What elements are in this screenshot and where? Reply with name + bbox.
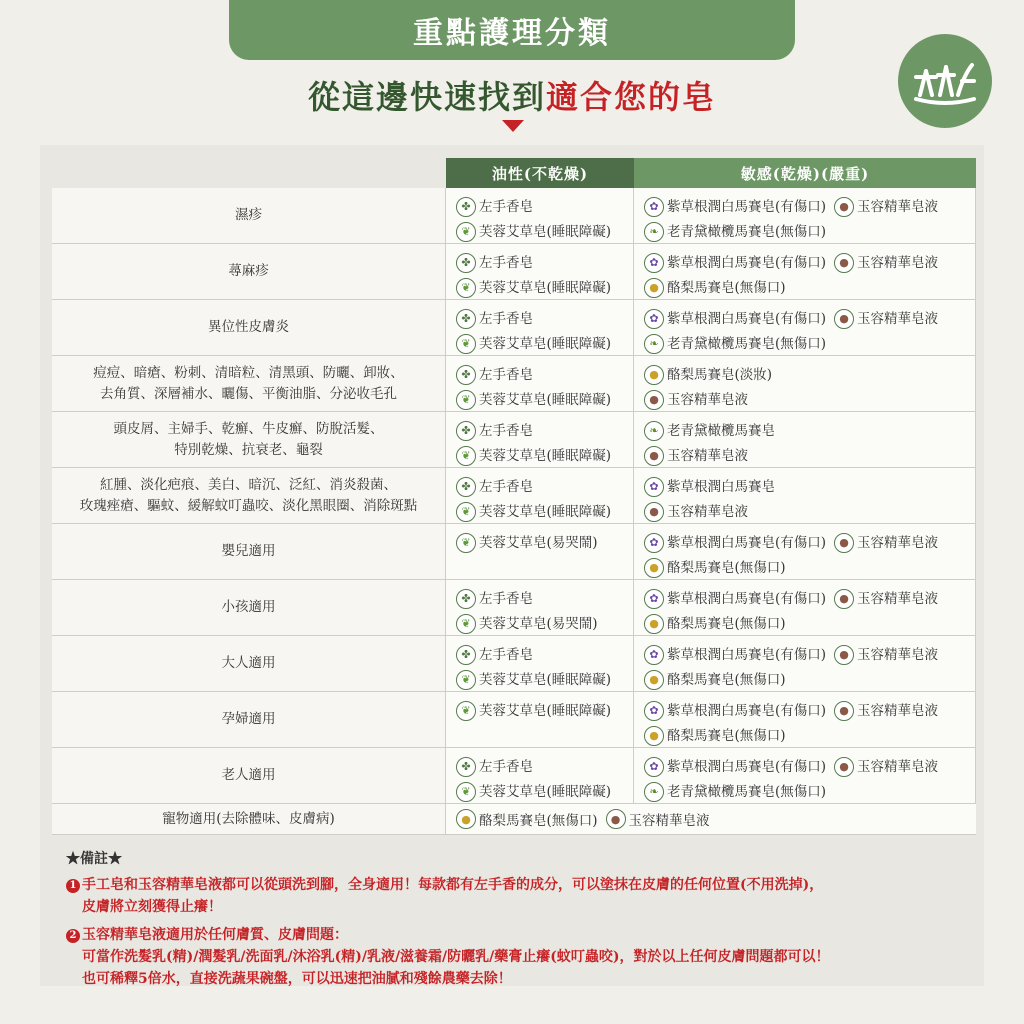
soap-name: 左手香皂: [479, 198, 533, 215]
avocado-icon: ●: [644, 558, 664, 578]
soap-item: [644, 251, 826, 275]
page-title: 重點護理分類: [229, 0, 795, 60]
mugwort-leaf-icon: ❦: [456, 701, 476, 721]
sensitive-cell: [634, 412, 976, 468]
cell-line: [644, 219, 975, 244]
cell-line: [456, 418, 633, 443]
soap-item: [644, 307, 826, 331]
brown-seed-icon: ●: [834, 645, 854, 665]
soap-item: [456, 195, 533, 219]
soap-name: 紫草根潤白馬賽皂(有傷口): [667, 758, 827, 775]
soap-item: [456, 220, 611, 244]
cell-line: [644, 362, 975, 387]
soap-name: 酪梨馬賽皂(無傷口): [667, 559, 786, 576]
cell-line: [456, 443, 633, 468]
soap-item: [644, 556, 786, 580]
soap-item: [456, 612, 598, 636]
soap-name: 老青黛橄欖馬賽皂(無傷口): [667, 783, 827, 800]
row-label-line-1: 小孩適用: [221, 599, 276, 615]
cell-line: [644, 723, 975, 748]
soap-name: 芙蓉艾草皂(睡眠障礙): [479, 223, 612, 240]
soap-name: 芙蓉艾草皂(睡眠障礙): [479, 279, 612, 296]
note-2-line-3: 也可稀釋5倍水，直接洗蔬果碗盤，可以迅速把油膩和殘餘農藥去除！: [82, 971, 512, 987]
soap-name: 左手香皂: [479, 478, 533, 495]
purple-flower-icon: ✿: [644, 477, 664, 497]
olive-branch-icon: ❧: [644, 782, 664, 802]
column-header-oily: 油性(不乾燥): [446, 158, 634, 188]
brown-seed-icon: ●: [834, 309, 854, 329]
cell-line: [456, 331, 633, 356]
leaf-sprout-logo-icon: [898, 34, 992, 128]
cell-line: [456, 219, 633, 244]
soap-item: [456, 500, 611, 524]
row-label: [52, 412, 446, 468]
soap-name: 芙蓉艾草皂(睡眠障礙): [479, 391, 612, 408]
soap-item: [644, 724, 786, 748]
oily-cell: [446, 636, 634, 692]
column-header-sensitive: 敏感(乾燥)(嚴重): [634, 158, 976, 188]
cell-line: [456, 474, 633, 499]
avocado-icon: ●: [644, 726, 664, 746]
soap-name: 老青黛橄欖馬賽皂(無傷口): [667, 223, 827, 240]
soap-item: [456, 388, 611, 412]
mint-leaf-icon: ✤: [456, 589, 476, 609]
soap-name: 芙蓉艾草皂(睡眠障礙): [479, 702, 612, 719]
oily-cell: [446, 356, 634, 412]
brown-seed-icon: ●: [644, 502, 664, 522]
soap-item: [644, 363, 772, 387]
purple-flower-icon: ✿: [644, 533, 664, 553]
row-label: [52, 188, 446, 244]
sensitive-cell: [634, 580, 976, 636]
soap-name: 芙蓉艾草皂(睡眠障礙): [479, 783, 612, 800]
olive-branch-icon: ❧: [644, 222, 664, 242]
soap-item: [834, 755, 938, 779]
mugwort-leaf-icon: ❦: [456, 533, 476, 553]
row-label: [52, 244, 446, 300]
olive-branch-icon: ❧: [644, 334, 664, 354]
row-label: [52, 524, 446, 580]
mint-leaf-icon: ✤: [456, 309, 476, 329]
soap-name: 酪梨馬賽皂(無傷口): [667, 727, 786, 744]
purple-flower-icon: ✿: [644, 197, 664, 217]
brown-seed-icon: ●: [834, 197, 854, 217]
soap-item: [644, 419, 775, 443]
soap-name: 老青黛橄欖馬賽皂: [667, 422, 775, 439]
cell-line: [456, 698, 633, 723]
soap-name: 玉容精華皂液: [628, 813, 710, 829]
cell-line: [456, 586, 633, 611]
cell-line: [456, 499, 633, 524]
row-label-line-2: 去角質、深層補水、曬傷、平衡油脂、分泌收毛孔: [100, 385, 397, 402]
soap-item: [456, 363, 533, 387]
avocado-icon: ●: [644, 365, 664, 385]
row-label: [52, 748, 446, 804]
soap-name: 紫草根潤白馬賽皂(有傷口): [667, 702, 827, 719]
soap-item: [834, 307, 938, 331]
mugwort-leaf-icon: ❦: [456, 614, 476, 634]
brown-seed-icon: ●: [644, 446, 664, 466]
soap-item: [456, 307, 533, 331]
mugwort-leaf-icon: ❦: [456, 334, 476, 354]
cell-line: [456, 194, 633, 219]
soap-item: [644, 643, 826, 667]
note-2-number: 2: [66, 929, 80, 943]
sensitive-cell: [634, 244, 976, 300]
soap-name: 酪梨馬賽皂(無傷口): [667, 279, 786, 296]
avocado-icon: ●: [644, 614, 664, 634]
soap-item: [456, 755, 533, 779]
soap-name: 紫草根潤白馬賽皂(有傷口): [667, 590, 827, 607]
oily-cell: [446, 524, 634, 580]
soap-item: [456, 668, 611, 692]
soap-item: [644, 475, 775, 499]
soap-name: 酪梨馬賽皂(淡妝): [667, 366, 773, 383]
row-label-line-2: 玫瑰痤瘡、驅蚊、緩解蚊叮蟲咬、淡化黑眼圈、消除斑點: [79, 497, 418, 514]
cell-line: [456, 754, 633, 779]
row-label-line-1: 濕疹: [235, 207, 262, 223]
cell-line: [644, 611, 975, 636]
cell-line: [456, 362, 633, 387]
soap-name: 芙蓉艾草皂(易哭鬧): [479, 534, 598, 551]
soap-item: [456, 531, 598, 555]
avocado-icon: ●: [644, 278, 664, 298]
note-2-line-2: 可當作洗髮乳(精)/潤髮乳/洗面乳/沐浴乳(精)/乳液/滋養霜/防曬乳/藥膏止癢(蚊叮蟲咬)，對於以上任何皮膚問題都可以！: [82, 949, 830, 965]
subtitle-accent: 適合您的皂: [546, 78, 717, 116]
cell-line: [644, 306, 975, 331]
sensitive-cell: [634, 524, 976, 580]
row-label-line-1: 嬰兒適用: [221, 543, 276, 559]
soap-name: 左手香皂: [479, 590, 533, 607]
sensitive-cell: [634, 636, 976, 692]
row-label-line-1: 大人適用: [221, 655, 276, 671]
soap-item: [644, 587, 826, 611]
oily-cell: [446, 580, 634, 636]
purple-flower-icon: ✿: [644, 309, 664, 329]
cell-line: [644, 555, 975, 580]
notes-section: [66, 848, 966, 996]
soap-item: [456, 251, 533, 275]
recommendation-table: [52, 158, 976, 835]
note-1: [66, 874, 966, 918]
row-label: [52, 468, 446, 524]
mint-leaf-icon: ✤: [456, 253, 476, 273]
soap-item: [456, 475, 533, 499]
note-1-number: 1: [66, 879, 80, 893]
soap-item: [644, 388, 748, 412]
cell-line: [644, 194, 975, 219]
soap-name: 酪梨馬賽皂(無傷口): [479, 813, 598, 829]
soap-name: 紫草根潤白馬賽皂(有傷口): [667, 310, 827, 327]
cell-line: [644, 698, 975, 723]
soap-item: [456, 332, 611, 356]
mugwort-leaf-icon: ❦: [456, 670, 476, 690]
notes-title: ★備註★: [66, 851, 122, 867]
brown-seed-icon: ●: [834, 533, 854, 553]
soap-item: [456, 444, 611, 468]
mugwort-leaf-icon: ❦: [456, 278, 476, 298]
soap-item: [456, 643, 533, 667]
row-label: [52, 636, 446, 692]
soap-item: [456, 276, 611, 300]
mugwort-leaf-icon: ❦: [456, 390, 476, 410]
soap-item: [644, 195, 826, 219]
mint-leaf-icon: ✤: [456, 421, 476, 441]
soap-item: [834, 531, 938, 555]
soap-item: [606, 809, 710, 829]
soap-name: 芙蓉艾草皂(睡眠障礙): [479, 335, 612, 352]
cell-line: [456, 611, 633, 636]
mint-leaf-icon: ✤: [456, 365, 476, 385]
avocado-icon: ●: [456, 809, 476, 829]
brown-seed-icon: ●: [606, 809, 626, 829]
purple-flower-icon: ✿: [644, 645, 664, 665]
cell-line: [644, 443, 975, 468]
row-label-line-1: 老人適用: [221, 767, 276, 783]
soap-name: 玉容精華皂液: [857, 534, 939, 551]
cell-line: [456, 779, 633, 804]
soap-item: [456, 587, 533, 611]
avocado-icon: ●: [644, 670, 664, 690]
row-label: [52, 580, 446, 636]
soap-name: 玉容精華皂液: [857, 758, 939, 775]
soap-name: 左手香皂: [479, 758, 533, 775]
soap-name: 左手香皂: [479, 254, 533, 271]
brown-seed-icon: ●: [834, 701, 854, 721]
oily-cell: [446, 468, 634, 524]
soap-name: 左手香皂: [479, 646, 533, 663]
brown-seed-icon: ●: [834, 253, 854, 273]
purple-flower-icon: ✿: [644, 589, 664, 609]
oily-cell: [446, 412, 634, 468]
soap-item: [644, 500, 748, 524]
down-arrow-icon: [502, 120, 524, 132]
soap-item: [834, 251, 938, 275]
row-label: [52, 692, 446, 748]
oily-cell: [446, 244, 634, 300]
cell-line: [644, 642, 975, 667]
row-label-pet: 寵物適用(去除體味、皮膚病): [52, 804, 446, 835]
brown-seed-icon: ●: [644, 390, 664, 410]
cell-line: [644, 387, 975, 412]
soap-item: [644, 220, 826, 244]
oily-cell: [446, 300, 634, 356]
soap-name: 酪梨馬賽皂(無傷口): [667, 671, 786, 688]
soap-item: [834, 195, 938, 219]
soap-item: [644, 780, 826, 804]
purple-flower-icon: ✿: [644, 253, 664, 273]
soap-item: [644, 531, 826, 555]
olive-branch-icon: ❧: [644, 421, 664, 441]
oily-cell: [446, 692, 634, 748]
mint-leaf-icon: ✤: [456, 645, 476, 665]
sensitive-cell: [634, 356, 976, 412]
purple-flower-icon: ✿: [644, 701, 664, 721]
cell-line: [644, 275, 975, 300]
row-label-line-1: 異位性皮膚炎: [208, 319, 289, 335]
soap-name: 玉容精華皂液: [857, 254, 939, 271]
sensitive-cell: [634, 300, 976, 356]
row-label-line-1: 紅腫、淡化疤痕、美白、暗沉、泛紅、消炎殺菌、: [100, 476, 397, 493]
note-1-line-1: 手工皂和玉容精華皂液都可以從頭洗到腳，全身適用！每款都有左手香的成分，可以塗抹在皮膚的任何位置(不用洗掉)，: [82, 877, 824, 893]
soap-name: 玉容精華皂液: [667, 447, 748, 464]
soap-item: [834, 643, 938, 667]
soap-item: [644, 276, 786, 300]
subtitle-plain: 從這邊快速找到: [307, 78, 546, 116]
soap-name: 玉容精華皂液: [857, 198, 939, 215]
brown-seed-icon: ●: [834, 757, 854, 777]
mint-leaf-icon: ✤: [456, 477, 476, 497]
mugwort-leaf-icon: ❦: [456, 446, 476, 466]
sensitive-cell: [634, 692, 976, 748]
header-blank: [52, 158, 446, 188]
mugwort-leaf-icon: ❦: [456, 502, 476, 522]
soap-name: 紫草根潤白馬賽皂(有傷口): [667, 534, 827, 551]
mugwort-leaf-icon: ❦: [456, 222, 476, 242]
soap-name: 紫草根潤白馬賽皂(有傷口): [667, 646, 827, 663]
mugwort-leaf-icon: ❦: [456, 782, 476, 802]
soap-item: [834, 699, 938, 723]
row-label: [52, 300, 446, 356]
soap-name: 玉容精華皂液: [667, 503, 748, 520]
mint-leaf-icon: ✤: [456, 757, 476, 777]
pet-cell: [446, 804, 976, 835]
row-label-line-1: 頭皮屑、主婦手、乾癬、牛皮癬、防脫活髮、: [113, 420, 384, 437]
row-label-line-1: 孕婦適用: [221, 711, 276, 727]
cell-line: [644, 250, 975, 275]
soap-name: 老青黛橄欖馬賽皂(無傷口): [667, 335, 827, 352]
row-label-line-1: 蕁麻疹: [228, 263, 269, 279]
soap-item: [644, 444, 748, 468]
soap-name: 芙蓉艾草皂(睡眠障礙): [479, 503, 612, 520]
cell-line: [456, 306, 633, 331]
soap-item: [456, 809, 598, 829]
cell-line: [456, 642, 633, 667]
cell-line: [644, 779, 975, 804]
cell-line: [644, 474, 975, 499]
cell-line: [644, 754, 975, 779]
cell-line: [644, 418, 975, 443]
row-label: [52, 356, 446, 412]
soap-name: 紫草根潤白馬賽皂: [667, 478, 775, 495]
soap-name: 玉容精華皂液: [857, 590, 939, 607]
soap-item: [644, 612, 786, 636]
cell-line: [456, 250, 633, 275]
cell-line: [456, 530, 633, 555]
sensitive-cell: [634, 468, 976, 524]
mint-leaf-icon: ✤: [456, 197, 476, 217]
soap-name: 芙蓉艾草皂(睡眠障礙): [479, 671, 612, 688]
soap-name: 玉容精華皂液: [857, 310, 939, 327]
cell-line: [644, 586, 975, 611]
cell-line: [644, 499, 975, 524]
cell-line: [644, 530, 975, 555]
soap-name: 玉容精華皂液: [857, 646, 939, 663]
soap-name: 芙蓉艾草皂(易哭鬧): [479, 615, 598, 632]
soap-name: 芙蓉艾草皂(睡眠障礙): [479, 447, 612, 464]
brown-seed-icon: ●: [834, 589, 854, 609]
row-label-line-1: 痘痘、暗瘡、粉刺、清暗粒、清黑頭、防曬、卸妝、: [93, 364, 404, 381]
soap-name: 紫草根潤白馬賽皂(有傷口): [667, 198, 827, 215]
soap-item: [456, 780, 611, 804]
oily-cell: [446, 748, 634, 804]
soap-item: [456, 699, 611, 723]
soap-item: [644, 332, 826, 356]
row-label-line-2: 特別乾燥、抗衰老、龜裂: [174, 441, 323, 458]
note-2: [66, 924, 966, 990]
soap-name: 玉容精華皂液: [857, 702, 939, 719]
oily-cell: [446, 188, 634, 244]
purple-flower-icon: ✿: [644, 757, 664, 777]
soap-item: [644, 699, 826, 723]
cell-line: [456, 275, 633, 300]
cell-line: [644, 667, 975, 692]
note-1-line-2: 皮膚將立刻獲得止癢！: [82, 899, 222, 915]
cell-line: [456, 387, 633, 412]
soap-item: [834, 587, 938, 611]
soap-item: [644, 668, 786, 692]
note-2-line-1: 玉容精華皂液適用於任何膚質、皮膚問題：: [82, 927, 348, 943]
page-subtitle: [0, 72, 1024, 118]
soap-name: 玉容精華皂液: [667, 391, 748, 408]
cell-line: [456, 667, 633, 692]
sensitive-cell: [634, 188, 976, 244]
soap-name: 左手香皂: [479, 310, 533, 327]
soap-name: 紫草根潤白馬賽皂(有傷口): [667, 254, 827, 271]
soap-name: 酪梨馬賽皂(無傷口): [667, 615, 786, 632]
cell-line: [644, 331, 975, 356]
sensitive-cell: [634, 748, 976, 804]
soap-item: [456, 419, 533, 443]
soap-name: 左手香皂: [479, 422, 533, 439]
soap-name: 左手香皂: [479, 366, 533, 383]
soap-item: [644, 755, 826, 779]
